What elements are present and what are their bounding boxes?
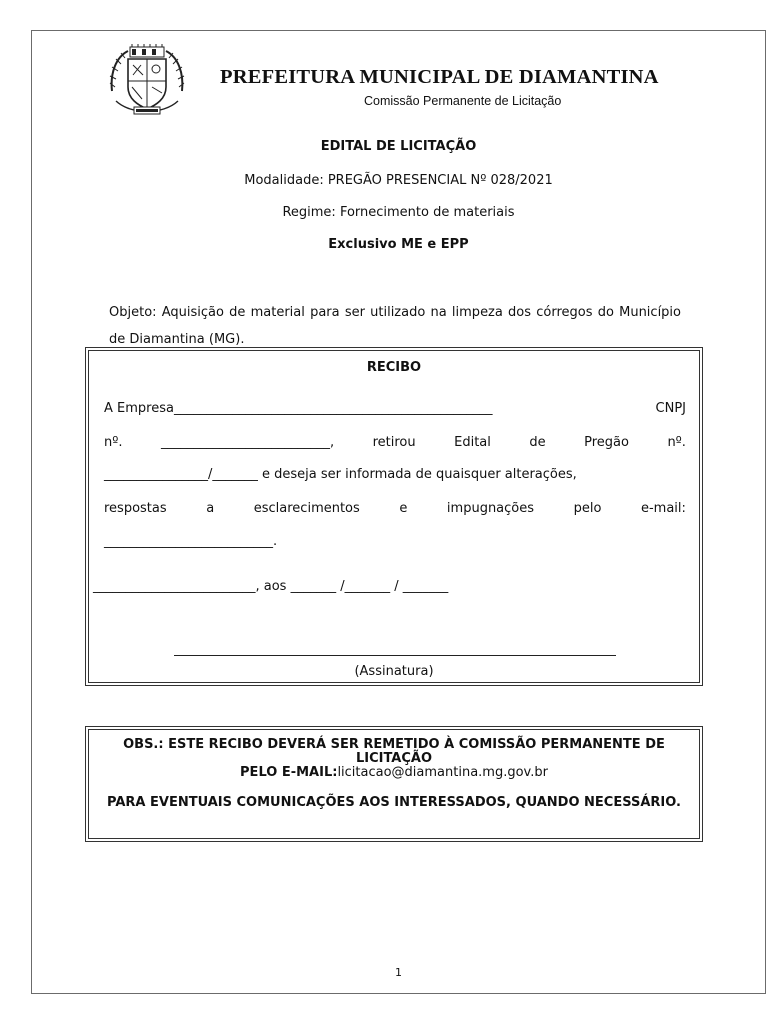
edital-exclusivo: Exclusivo ME e EPP [328, 237, 469, 252]
page-number: 1 [395, 966, 402, 979]
recibo-empresa-field: A Empresa_________________________________________________ [104, 401, 493, 416]
edital-title: EDITAL DE LICITAÇÃO [320, 139, 477, 154]
signature-line [174, 655, 616, 656]
obs-line1: OBS.: ESTE RECIBO DEVERÁ SER REMETIDO À COMISSÃO PERMANENTE DE LICITAÇÃO [123, 737, 665, 766]
recibo-pregao-field: ________________/_______ e deseja ser informada de quaisquer alterações, [104, 467, 577, 482]
recibo-line-email [104, 534, 686, 549]
word: impugnações [446, 501, 535, 516]
recibo-title: RECIBO [366, 360, 422, 375]
word: Pregão [584, 435, 629, 450]
obs-line3: PARA EVENTUAIS COMUNICAÇÕES AOS INTERESSADOS, QUANDO NECESSÁRIO. [107, 795, 681, 810]
word: e [399, 501, 408, 516]
recibo-cnpj-label: CNPJ [655, 401, 686, 416]
obs-text [95, 738, 693, 810]
recibo-line-date: _________________________, aos _______ /_______ / _______ [93, 579, 449, 594]
objeto-paragraph: Objeto: Aquisição de material para ser utilizado na limpeza dos córregos do Município de Diamantina (MG). [109, 305, 681, 347]
obs-email: licitacao@diamantina.mg.gov.br [337, 765, 548, 780]
word: retirou [372, 435, 416, 450]
recibo-line-pregao [104, 467, 686, 482]
org-subtitle: Comissão Permanente de Licitação [364, 94, 562, 108]
recibo-box [88, 350, 700, 683]
word: nº. [104, 435, 123, 450]
word: pelo [573, 501, 602, 516]
word: esclarecimentos [253, 501, 360, 516]
recibo-line-cnpj [104, 435, 686, 450]
word: nº. [667, 435, 686, 450]
edital-regime: Regime: Fornecimento de materiais [282, 205, 515, 220]
recibo-line-empresa [104, 401, 686, 416]
org-title: PREFEITURA MUNICIPAL DE DIAMANTINA [220, 66, 659, 88]
obs-email-label: PELO E-MAIL: [240, 765, 338, 780]
word: Edital [454, 435, 491, 450]
word: e-mail: [640, 501, 686, 516]
edital-modalidade: Modalidade: PREGÃO PRESENCIAL Nº 028/2021 [244, 173, 553, 188]
municipal-coat-of-arms-icon [106, 43, 188, 121]
word: respostas [104, 501, 167, 516]
word: de [529, 435, 546, 450]
word: a [206, 501, 215, 516]
recibo-email-field: __________________________. [104, 534, 278, 549]
recibo-line-respostas [104, 501, 686, 516]
signature-label: (Assinatura) [354, 664, 434, 679]
recibo-cnpj-field: __________________________, [160, 435, 335, 450]
